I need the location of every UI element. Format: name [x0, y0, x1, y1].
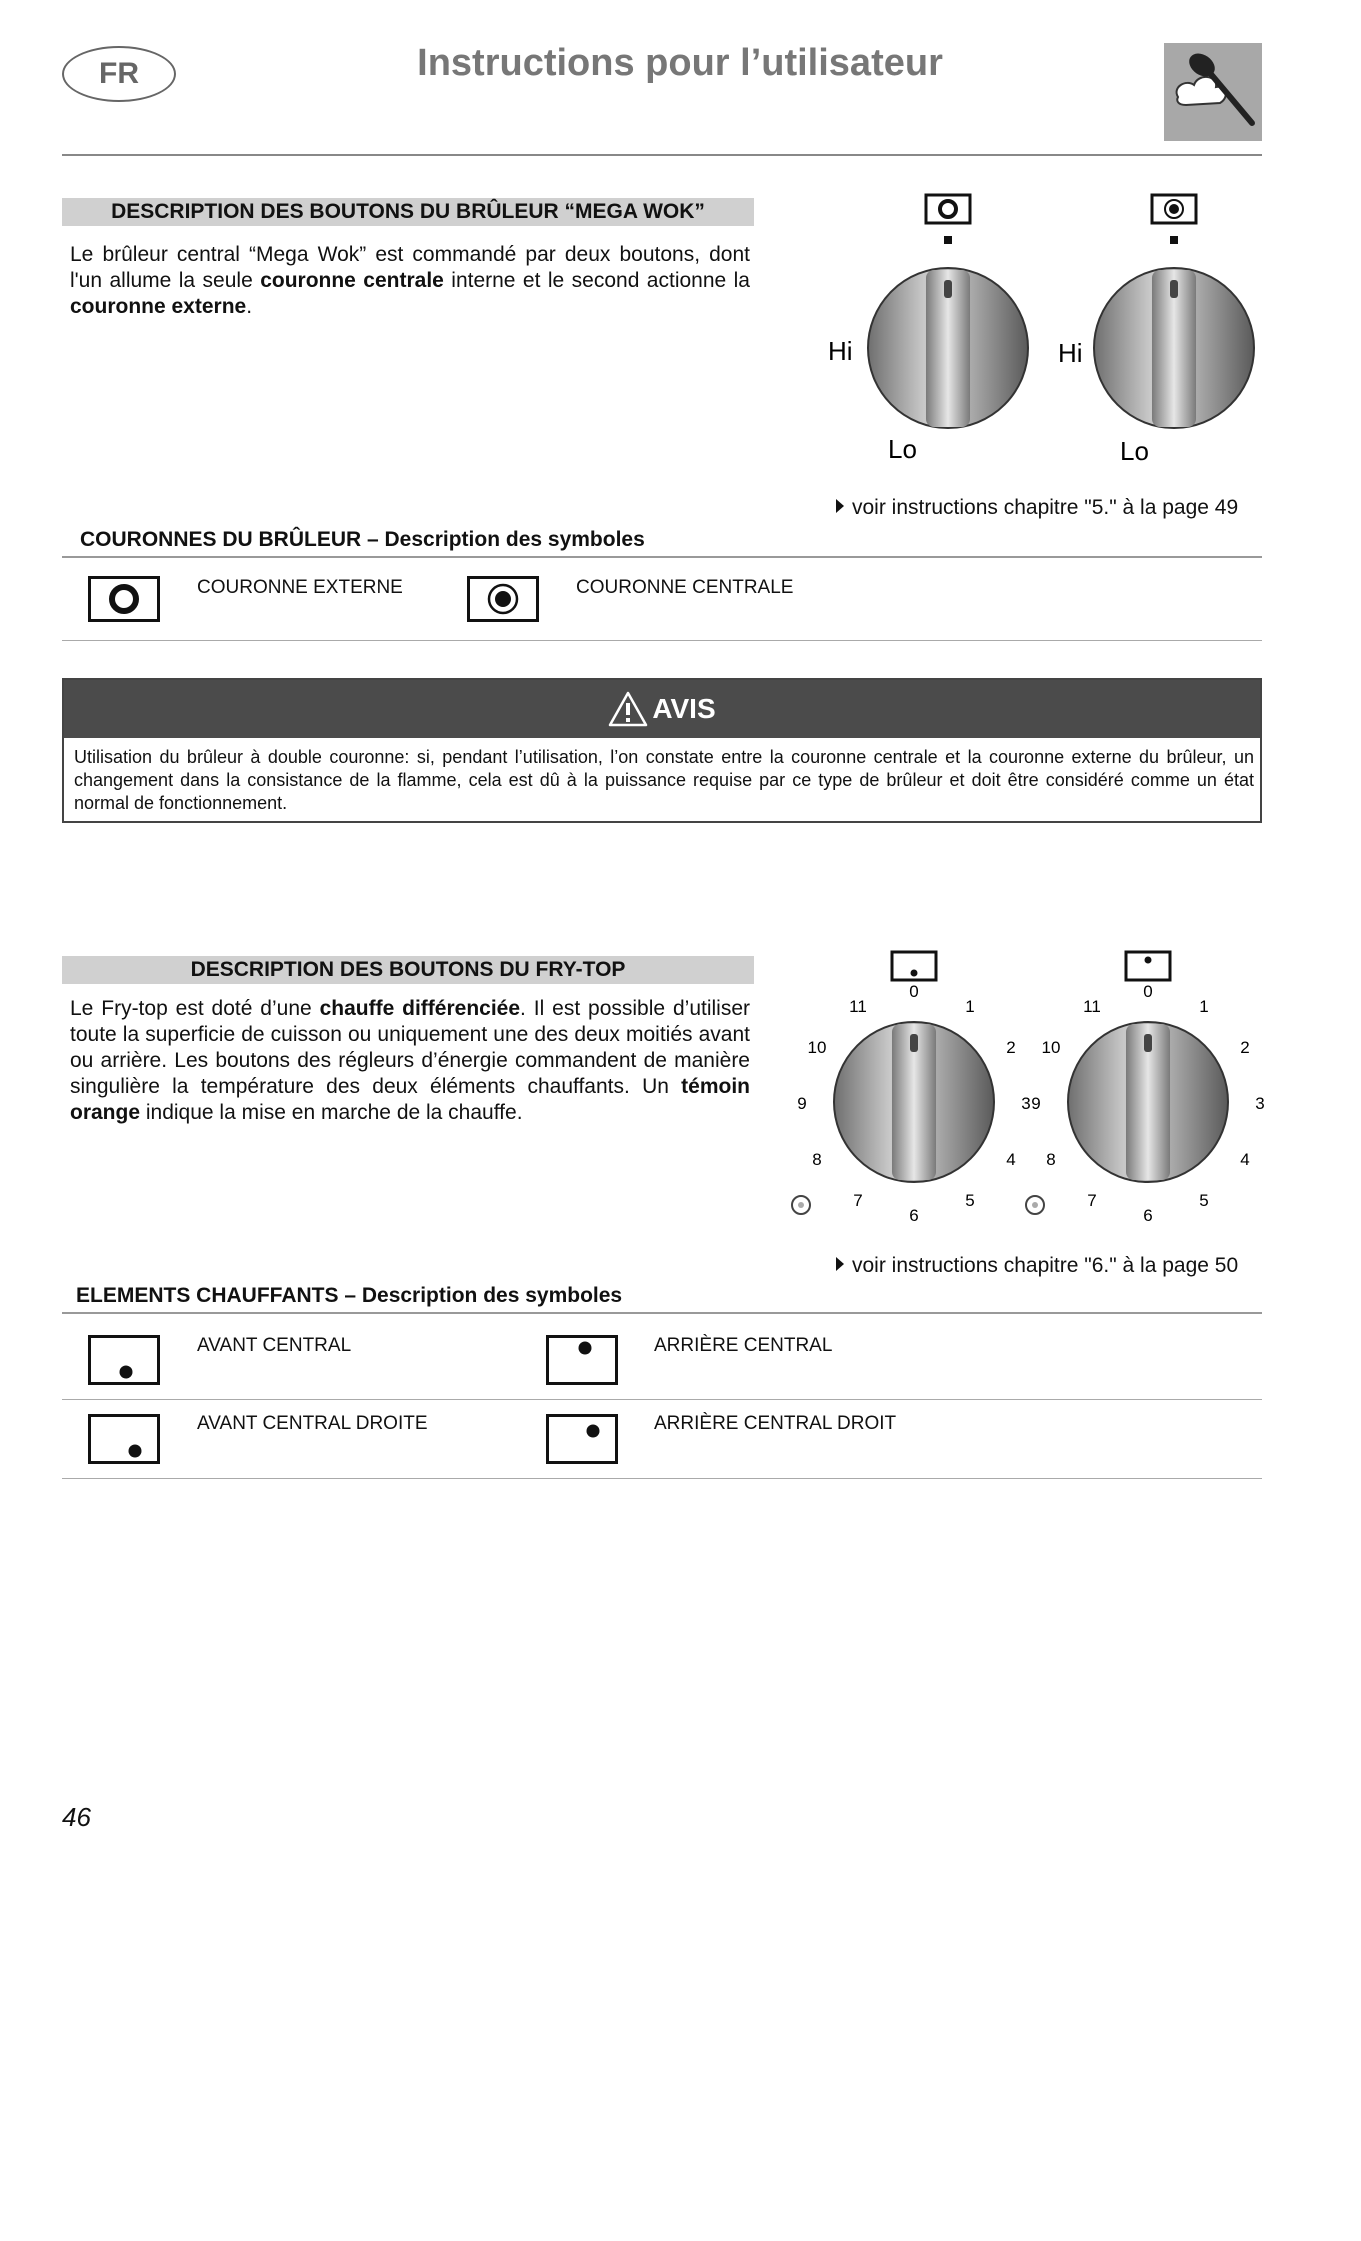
wok-knob-right-lo: Lo — [1120, 436, 1149, 466]
dial-number: 7 — [853, 1191, 863, 1210]
dial-number: 1 — [965, 997, 975, 1016]
warning-text: Utilisation du brûleur à double couronne: si, pendant l’utilisation, l’on constate entre la couronne centrale et la couronne externe du brûleur, un changement dans la consistance de la flamme, cela est dû à la puissance requise par ce type de brûleur et doit être considéré comme un état normal de fonctionnement. — [74, 747, 1254, 813]
dial-number: 6 — [909, 1206, 919, 1225]
dial-number: 2 — [1240, 1038, 1250, 1057]
dial-number: 1 — [1199, 997, 1209, 1016]
front-central-right-icon — [88, 1414, 160, 1464]
wok-see-instructions: voir instructions chapitre "5." à la page 49 — [836, 496, 1238, 520]
dial-number: 3 — [1021, 1094, 1031, 1113]
divider — [62, 1312, 1262, 1314]
dial-number: 9 — [1031, 1094, 1041, 1113]
dial-number: 7 — [1087, 1191, 1097, 1210]
dial-number: 5 — [965, 1191, 975, 1210]
central-ring-icon — [467, 576, 539, 622]
wok-knob-right-hi: Hi — [1058, 338, 1083, 368]
frytop-section-heading: DESCRIPTION DES BOUTONS DU FRY-TOP — [62, 956, 754, 984]
chef-spoon-icon — [1164, 43, 1262, 141]
page-title: Instructions pour l’utilisateur — [417, 42, 943, 84]
frytop-see-instructions: voir instructions chapitre "6." à la page 50 — [836, 1254, 1238, 1278]
dial-number: 2 — [1006, 1038, 1016, 1057]
frytop-knobs-illustration — [780, 940, 1280, 1230]
header-divider — [62, 154, 1262, 156]
warning-box — [62, 678, 1262, 823]
divider — [62, 1399, 1262, 1400]
dial-number: 5 — [1199, 1191, 1209, 1210]
central-crown-knob — [1058, 195, 1254, 466]
warning-title: AVIS — [652, 693, 716, 724]
arrow-right-icon — [836, 1257, 844, 1271]
divider — [62, 556, 1262, 558]
crowns-symbols-heading: COURONNES DU BRÛLEUR – Description des symboles — [80, 528, 645, 551]
rear-central-right-label: ARRIÈRE CENTRAL DROIT — [654, 1413, 897, 1434]
dial-number: 0 — [909, 982, 919, 1001]
dial-number: 3 — [1255, 1094, 1265, 1113]
rear-central-right-icon — [546, 1414, 618, 1464]
warning-header — [64, 680, 1260, 738]
dial-number: 11 — [849, 997, 867, 1016]
dial-number: 8 — [1046, 1150, 1056, 1169]
wok-description: Le brûleur central “Mega Wok” est commandé par deux boutons, dont l'un allume la seule couronne centrale interne et le second actionne la couronne externe. — [70, 243, 750, 318]
front-central-icon — [88, 1335, 160, 1385]
dial-number: 11 — [1083, 997, 1101, 1016]
rear-central-icon — [546, 1335, 618, 1385]
divider — [62, 640, 1262, 641]
heating-symbols-heading: ELEMENTS CHAUFFANTS – Description des symboles — [76, 1284, 623, 1307]
front-element-knob — [792, 952, 1031, 1225]
rear-element-knob — [1026, 952, 1265, 1225]
dial-number: 8 — [812, 1150, 822, 1169]
dial-number: 10 — [807, 1038, 827, 1057]
dial-number: 4 — [1240, 1150, 1250, 1169]
outer-ring-icon — [88, 576, 160, 622]
front-central-right-label: AVANT CENTRAL DROITE — [197, 1413, 428, 1434]
language-badge: FR — [62, 46, 176, 102]
arrow-right-icon — [836, 499, 844, 513]
central-crown-label: COURONNE CENTRALE — [576, 577, 794, 598]
outer-crown-label: COURONNE EXTERNE — [197, 577, 403, 598]
dial-number: 9 — [797, 1094, 807, 1113]
dial-number: 4 — [1006, 1150, 1016, 1169]
wok-section-heading: DESCRIPTION DES BOUTONS DU BRÛLEUR “MEGA WOK” — [62, 198, 754, 226]
dial-number: 6 — [1143, 1206, 1153, 1225]
frytop-description: Le Fry-top est doté d’une chauffe différenciée. Il est possible d’utiliser toute la superficie de cuisson ou uniquement une des deux moitiés avant ou arrière. Les boutons des régleurs d’énergie commandent de manière singulière la température des deux éléments chauffants. Un témoin orange indique la mise en marche de la chauffe. — [70, 997, 750, 1124]
page-number: 46 — [62, 1802, 91, 1832]
wok-knob-left-lo: Lo — [888, 434, 917, 464]
front-central-label: AVANT CENTRAL — [197, 1335, 352, 1356]
wok-knobs-illustration — [810, 180, 1280, 480]
dial-number: 10 — [1041, 1038, 1061, 1057]
rear-central-label: ARRIÈRE CENTRAL — [654, 1335, 833, 1356]
warning-triangle-icon — [608, 691, 648, 727]
dial-number: 0 — [1143, 982, 1153, 1001]
outer-crown-knob — [828, 195, 1028, 464]
divider — [62, 1478, 1262, 1479]
wok-knob-left-hi: Hi — [828, 336, 853, 366]
